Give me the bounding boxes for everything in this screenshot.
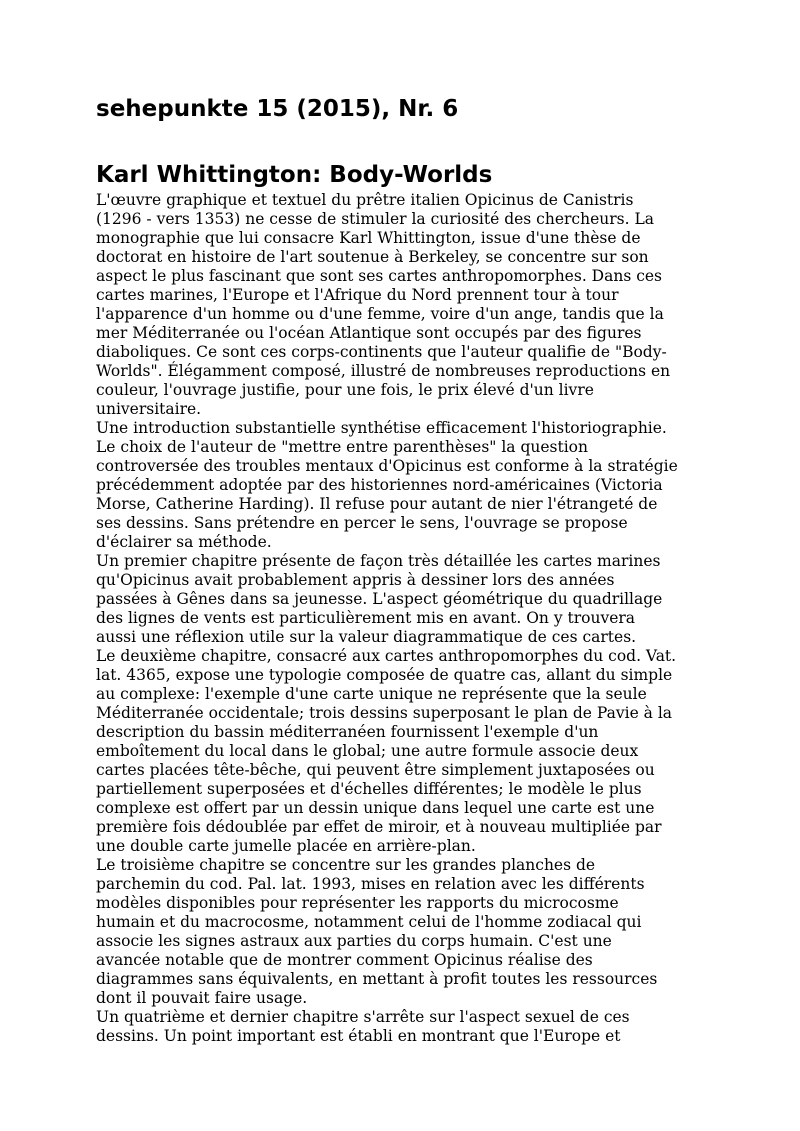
- paragraph-line: au complexe: l'exemple d'une carte unique ne représente que la seule: [96, 685, 647, 703]
- paragraph-line: première fois dédoublée par effet de miroir, et à nouveau multipliée par: [96, 818, 662, 836]
- review-paragraph: [96, 647, 716, 856]
- paragraph-line: cartes marines, l'Europe et l'Afrique du Nord prennent tour à tour: [96, 286, 619, 304]
- paragraph-line: lat. 4365, expose une typologie composée de quatre cas, allant du simple: [96, 666, 673, 684]
- paragraph-line: Le deuxième chapitre, consacré aux cartes anthropomorphes du cod. Vat.: [96, 647, 677, 665]
- paragraph-line: (1296 - vers 1353) ne cesse de stimuler la curiosité des chercheurs. La: [96, 210, 654, 228]
- paragraph-line: Le troisième chapitre se concentre sur les grandes planches de: [96, 856, 596, 874]
- paragraph-line: Un quatrième et dernier chapitre s'arrête sur l'aspect sexuel de ces: [96, 1008, 630, 1026]
- paragraph-line: aspect le plus fascinant que sont ses cartes anthropomorphes. Dans ces: [96, 267, 663, 285]
- paragraph-line: dont il pouvait faire usage.: [96, 989, 308, 1007]
- paragraph-line: complexe est offert par un dessin unique dans lequel une carte est une: [96, 799, 655, 817]
- paragraph-line: couleur, l'ouvrage justifie, pour une fois, le prix élevé d'un livre: [96, 381, 594, 399]
- paragraph-line: doctorat en histoire de l'art soutenue à Berkeley, se concentre sur son: [96, 248, 649, 266]
- paragraph-line: associe les signes astraux aux parties du corps humain. C'est une: [96, 932, 612, 950]
- paragraph-line: diagrammes sans équivalents, en mettant à profit toutes les ressources: [96, 970, 658, 988]
- review-paragraph: [96, 856, 716, 1008]
- paragraph-line: passées à Gênes dans sa jeunesse. L'aspect géométrique du quadrillage: [96, 590, 663, 608]
- paragraph-line: Worlds". Élégamment composé, illustré de nombreuses reproductions en: [96, 362, 671, 380]
- review-paragraph: [96, 1008, 716, 1046]
- review-paragraph: [96, 419, 716, 552]
- paragraph-line: dessins. Un point important est établi en montrant que l'Europe et: [96, 1027, 621, 1045]
- paragraph-line: aussi une réflexion utile sur la valeur diagrammatique de ces cartes.: [96, 628, 637, 646]
- paragraph-line: controversée des troubles mentaux d'Opicinus est conforme à la stratégie: [96, 457, 678, 475]
- paragraph-line: monographie que lui consacre Karl Whittington, issue d'une thèse de: [96, 229, 641, 247]
- paragraph-line: l'apparence d'un homme ou d'une femme, voire d'un ange, tandis que la: [96, 305, 664, 323]
- paragraph-line: humain et du macrocosme, notamment celui de l'homme zodiacal qui: [96, 913, 642, 931]
- review-page: [96, 93, 716, 1046]
- paragraph-line: précédemment adoptée par des historiennes nord-américaines (Victoria: [96, 476, 663, 494]
- paragraph-line: partiellement superposées et d'échelles différentes; le modèle le plus: [96, 780, 642, 798]
- paragraph-line: cartes placées tête-bêche, qui peuvent être simplement juxtaposées ou: [96, 761, 655, 779]
- paragraph-line: ses dessins. Sans prétendre en percer le sens, l'ouvrage se propose: [96, 514, 628, 532]
- paragraph-line: diaboliques. Ce sont ces corps-continents que l'auteur qualifie de "Body-: [96, 343, 667, 361]
- paragraph-line: mer Méditerranée ou l'océan Atlantique sont occupés par des figures: [96, 324, 642, 342]
- review-paragraph: [96, 191, 716, 419]
- paragraph-line: des lignes de vents est particulièrement mis en avant. On y trouvera: [96, 609, 636, 627]
- paragraph-line: L'œuvre graphique et textuel du prêtre italien Opicinus de Canistris: [96, 191, 634, 209]
- paragraph-line: Un premier chapitre présente de façon très détaillée les cartes marines: [96, 552, 661, 570]
- paragraph-line: d'éclairer sa méthode.: [96, 533, 272, 551]
- paragraph-line: description du bassin méditerranéen fournissent l'exemple d'un: [96, 723, 599, 741]
- paragraph-line: parchemin du cod. Pal. lat. 1993, mises en relation avec les différents: [96, 875, 645, 893]
- review-paragraph: [96, 552, 716, 647]
- review-title: Karl Whittington: Body-Worlds: [96, 162, 493, 188]
- paragraph-line: modèles disponibles pour représenter les rapports du microcosme: [96, 894, 619, 912]
- paragraph-line: Méditerranée occidentale; trois dessins superposant le plan de Pavie à la: [96, 704, 673, 722]
- paragraph-line: Une introduction substantielle synthétise efficacement l'historiographie.: [96, 419, 667, 437]
- paragraph-line: emboîtement du local dans le global; une autre formule associe deux: [96, 742, 639, 760]
- paragraph-line: une double carte jumelle placée en arrière-plan.: [96, 837, 476, 855]
- paragraph-line: qu'Opicinus avait probablement appris à dessiner lors des années: [96, 571, 615, 589]
- paragraph-line: Morse, Catherine Harding). Il refuse pour autant de nier l'étrangeté de: [96, 495, 658, 513]
- journal-issue-heading: sehepunkte 15 (2015), Nr. 6: [96, 96, 459, 122]
- review-body: [96, 191, 716, 1046]
- paragraph-line: universitaire.: [96, 400, 202, 418]
- paragraph-line: Le choix de l'auteur de "mettre entre parenthèses" la question: [96, 438, 588, 456]
- paragraph-line: avancée notable que de montrer comment Opicinus réalise des: [96, 951, 593, 969]
